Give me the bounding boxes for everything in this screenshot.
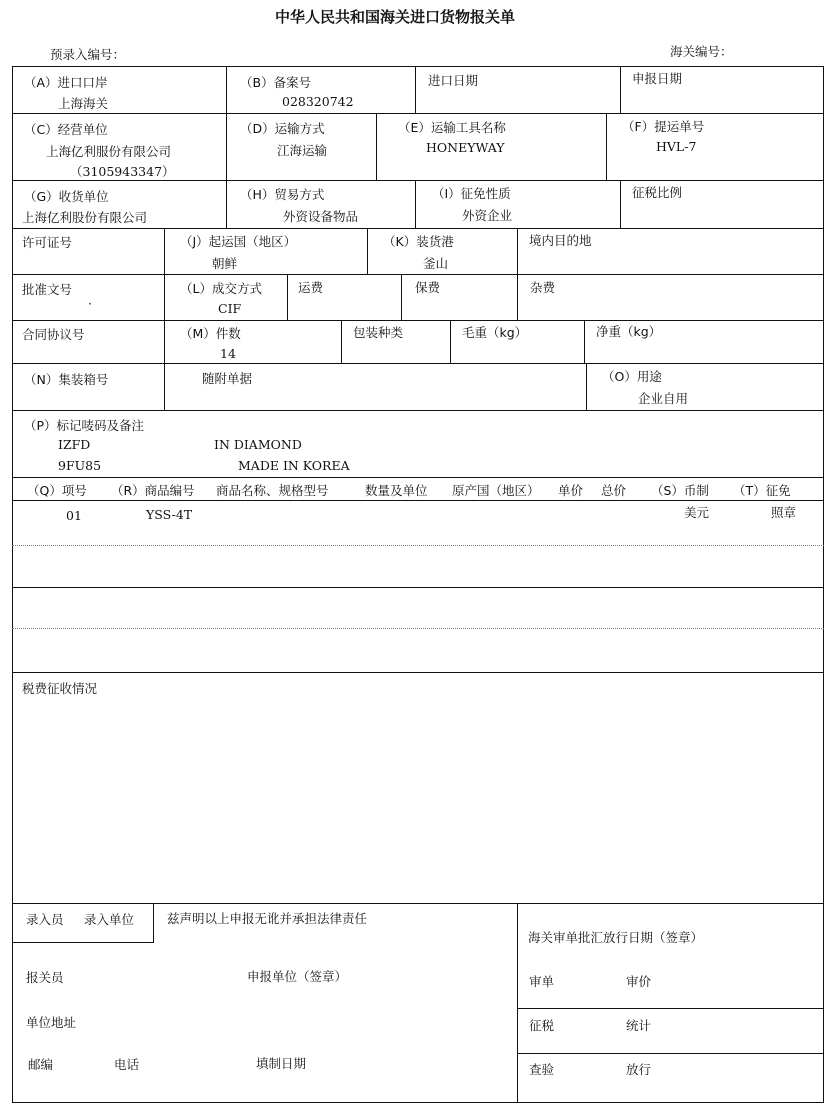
bill-of-lading-value[interactable]: HVL-7 [656, 139, 697, 154]
loading-port-value[interactable]: 釜山 [423, 256, 449, 271]
declaring-unit-label: 申报单位（签章） [247, 969, 348, 984]
mark-line-2[interactable]: IN DIAMOND [214, 437, 302, 452]
goods-row-separator [12, 628, 824, 629]
record-number-label: （B）备案号 [240, 75, 312, 90]
gross-weight-label: 毛重（kg） [462, 325, 528, 340]
unit-address-label: 单位地址 [26, 1015, 77, 1030]
divider [164, 228, 165, 274]
goods-header-name-spec: 商品名称、规格型号 [216, 483, 329, 498]
fill-date-label: 填制日期 [256, 1056, 307, 1071]
tax-levy-label: 征税 [529, 1018, 555, 1033]
postcode-label: 邮编 [28, 1057, 54, 1072]
trade-mode-value[interactable]: 外资设备物品 [283, 209, 359, 224]
divider [12, 180, 824, 181]
inspection-label: 查验 [529, 1062, 555, 1077]
divider [606, 113, 607, 180]
mark-line-3[interactable]: 9FU85 [58, 458, 102, 473]
deal-mode-value[interactable]: CIF [218, 301, 242, 316]
destination-label: 境内目的地 [529, 233, 592, 248]
bill-of-lading-label: （F）提运单号 [622, 119, 705, 134]
net-weight-label: 净重（kg） [596, 324, 662, 339]
divider [517, 903, 518, 1103]
divider [586, 363, 587, 410]
divider [226, 66, 227, 113]
goods-row-currency[interactable]: 美元 [684, 505, 710, 520]
divider [12, 363, 824, 364]
goods-row-item-no[interactable]: 01 [66, 508, 82, 523]
review-label: 审单 [529, 974, 555, 989]
record-number-value[interactable]: 028320742 [282, 94, 354, 109]
pre-entry-number-label: 预录入编号： [50, 47, 126, 62]
divider [164, 363, 165, 410]
import-port-label: （A）进口口岸 [24, 75, 108, 90]
vessel-name-value[interactable]: HONEYWAY [426, 140, 505, 155]
transport-mode-value[interactable]: 江海运输 [277, 143, 328, 158]
divider [12, 228, 824, 229]
divider [367, 228, 368, 274]
marks-label: （P）标记唛码及备注 [24, 418, 145, 433]
operator-label: （C）经营单位 [24, 122, 108, 137]
exemption-nature-label: （I）征免性质 [432, 186, 511, 201]
phone-label: 电话 [114, 1057, 140, 1072]
divider [164, 320, 165, 363]
entry-unit-label: 录入单位 [84, 912, 135, 927]
divider [415, 66, 416, 113]
trade-mode-label: （H）贸易方式 [240, 187, 325, 202]
import-date-label: 进口日期 [428, 73, 479, 88]
divider [517, 228, 518, 274]
divider [226, 113, 227, 180]
tax-ratio-label: 征税比例 [632, 185, 683, 200]
divider [517, 1053, 824, 1054]
divider [517, 1008, 824, 1009]
goods-row-separator [12, 545, 824, 546]
import-port-value[interactable]: 上海海关 [58, 96, 109, 111]
divider [12, 320, 824, 321]
goods-row-code[interactable]: YSS-4T [146, 507, 193, 522]
release-label: 放行 [626, 1062, 652, 1077]
goods-header-code: （R）商品编号 [111, 483, 195, 498]
divider [401, 274, 402, 320]
goods-row-exemption[interactable]: 照章 [771, 505, 797, 520]
goods-header-currency: （S）币制 [651, 483, 709, 498]
declarant-label: 报关员 [26, 970, 64, 985]
goods-header-origin: 原产国（地区） [452, 483, 540, 498]
divider [341, 320, 342, 363]
exemption-nature-value[interactable]: 外资企业 [462, 208, 513, 223]
purpose-label: （O）用途 [602, 369, 662, 384]
divider [287, 274, 288, 320]
divider [584, 320, 585, 363]
divider [226, 180, 227, 228]
divider [12, 477, 824, 478]
entry-clerk-label: 录入员 [26, 912, 64, 927]
vessel-name-label: （E）运输工具名称 [398, 120, 506, 135]
divider [450, 320, 451, 363]
divider [12, 410, 824, 411]
transport-mode-label: （D）运输方式 [240, 121, 325, 136]
purpose-value[interactable]: 企业自用 [638, 391, 689, 406]
divider [164, 274, 165, 320]
consignee-value[interactable]: 上海亿利股份有限公司 [22, 210, 148, 225]
declaration-statement: 兹声明以上申报无讹并承担法律责任 [167, 911, 368, 926]
package-type-label: 包装种类 [353, 325, 404, 340]
mark-line-1[interactable]: IZFD [58, 437, 91, 452]
pieces-label: （M）件数 [180, 326, 241, 341]
goods-header-item-no: （Q）项号 [27, 483, 87, 498]
departure-country-value[interactable]: 朝鲜 [212, 256, 238, 271]
container-number-label: （N）集装箱号 [24, 372, 109, 387]
price-review-label: 审价 [626, 974, 652, 989]
divider [620, 180, 621, 228]
divider [12, 113, 824, 114]
divider [12, 672, 824, 673]
declare-date-label: 申报日期 [632, 71, 683, 86]
divider [415, 180, 416, 228]
divider [376, 113, 377, 180]
goods-header-qty-unit: 数量及单位 [365, 483, 428, 498]
misc-fee-label: 杂费 [530, 280, 556, 295]
form-title: 中华人民共和国海关进口货物报关单 [275, 8, 516, 26]
departure-country-label: （J）起运国（地区） [180, 234, 297, 249]
divider [620, 66, 621, 113]
license-number-label: 许可证号 [22, 235, 73, 250]
loading-port-label: （K）装货港 [383, 234, 454, 249]
divider [12, 274, 824, 275]
insurance-label: 保费 [415, 280, 441, 295]
operator-value[interactable]: 上海亿利服份有限公司 [46, 144, 172, 159]
operator-code[interactable]: （3105943347） [70, 164, 175, 179]
goods-header-unit-price: 单价 [558, 483, 584, 498]
divider [12, 500, 824, 501]
deal-mode-label: （L）成交方式 [180, 281, 262, 296]
goods-header-exemption: （T）征免 [733, 483, 791, 498]
contract-number-label: 合同协议号 [22, 327, 85, 342]
tax-collection-label: 税费征收情况 [22, 681, 98, 696]
mark-line-4[interactable]: MADE IN KOREA [238, 458, 350, 473]
divider [517, 274, 518, 320]
approval-number-label: 批准文号 [22, 282, 73, 297]
goods-header-total-price: 总价 [601, 483, 627, 498]
documents-label: 随附单据 [202, 371, 253, 386]
approval-number-value[interactable]: · [88, 296, 92, 311]
pieces-value[interactable]: 14 [220, 346, 236, 361]
goods-row-separator [12, 587, 824, 588]
customs-approval-label: 海关审单批汇放行日期（签章） [528, 930, 704, 945]
consignee-label: （G）收货单位 [24, 189, 109, 204]
statistics-label: 统计 [626, 1018, 652, 1033]
customs-number-label: 海关编号： [670, 44, 733, 59]
freight-label: 运费 [298, 280, 324, 295]
